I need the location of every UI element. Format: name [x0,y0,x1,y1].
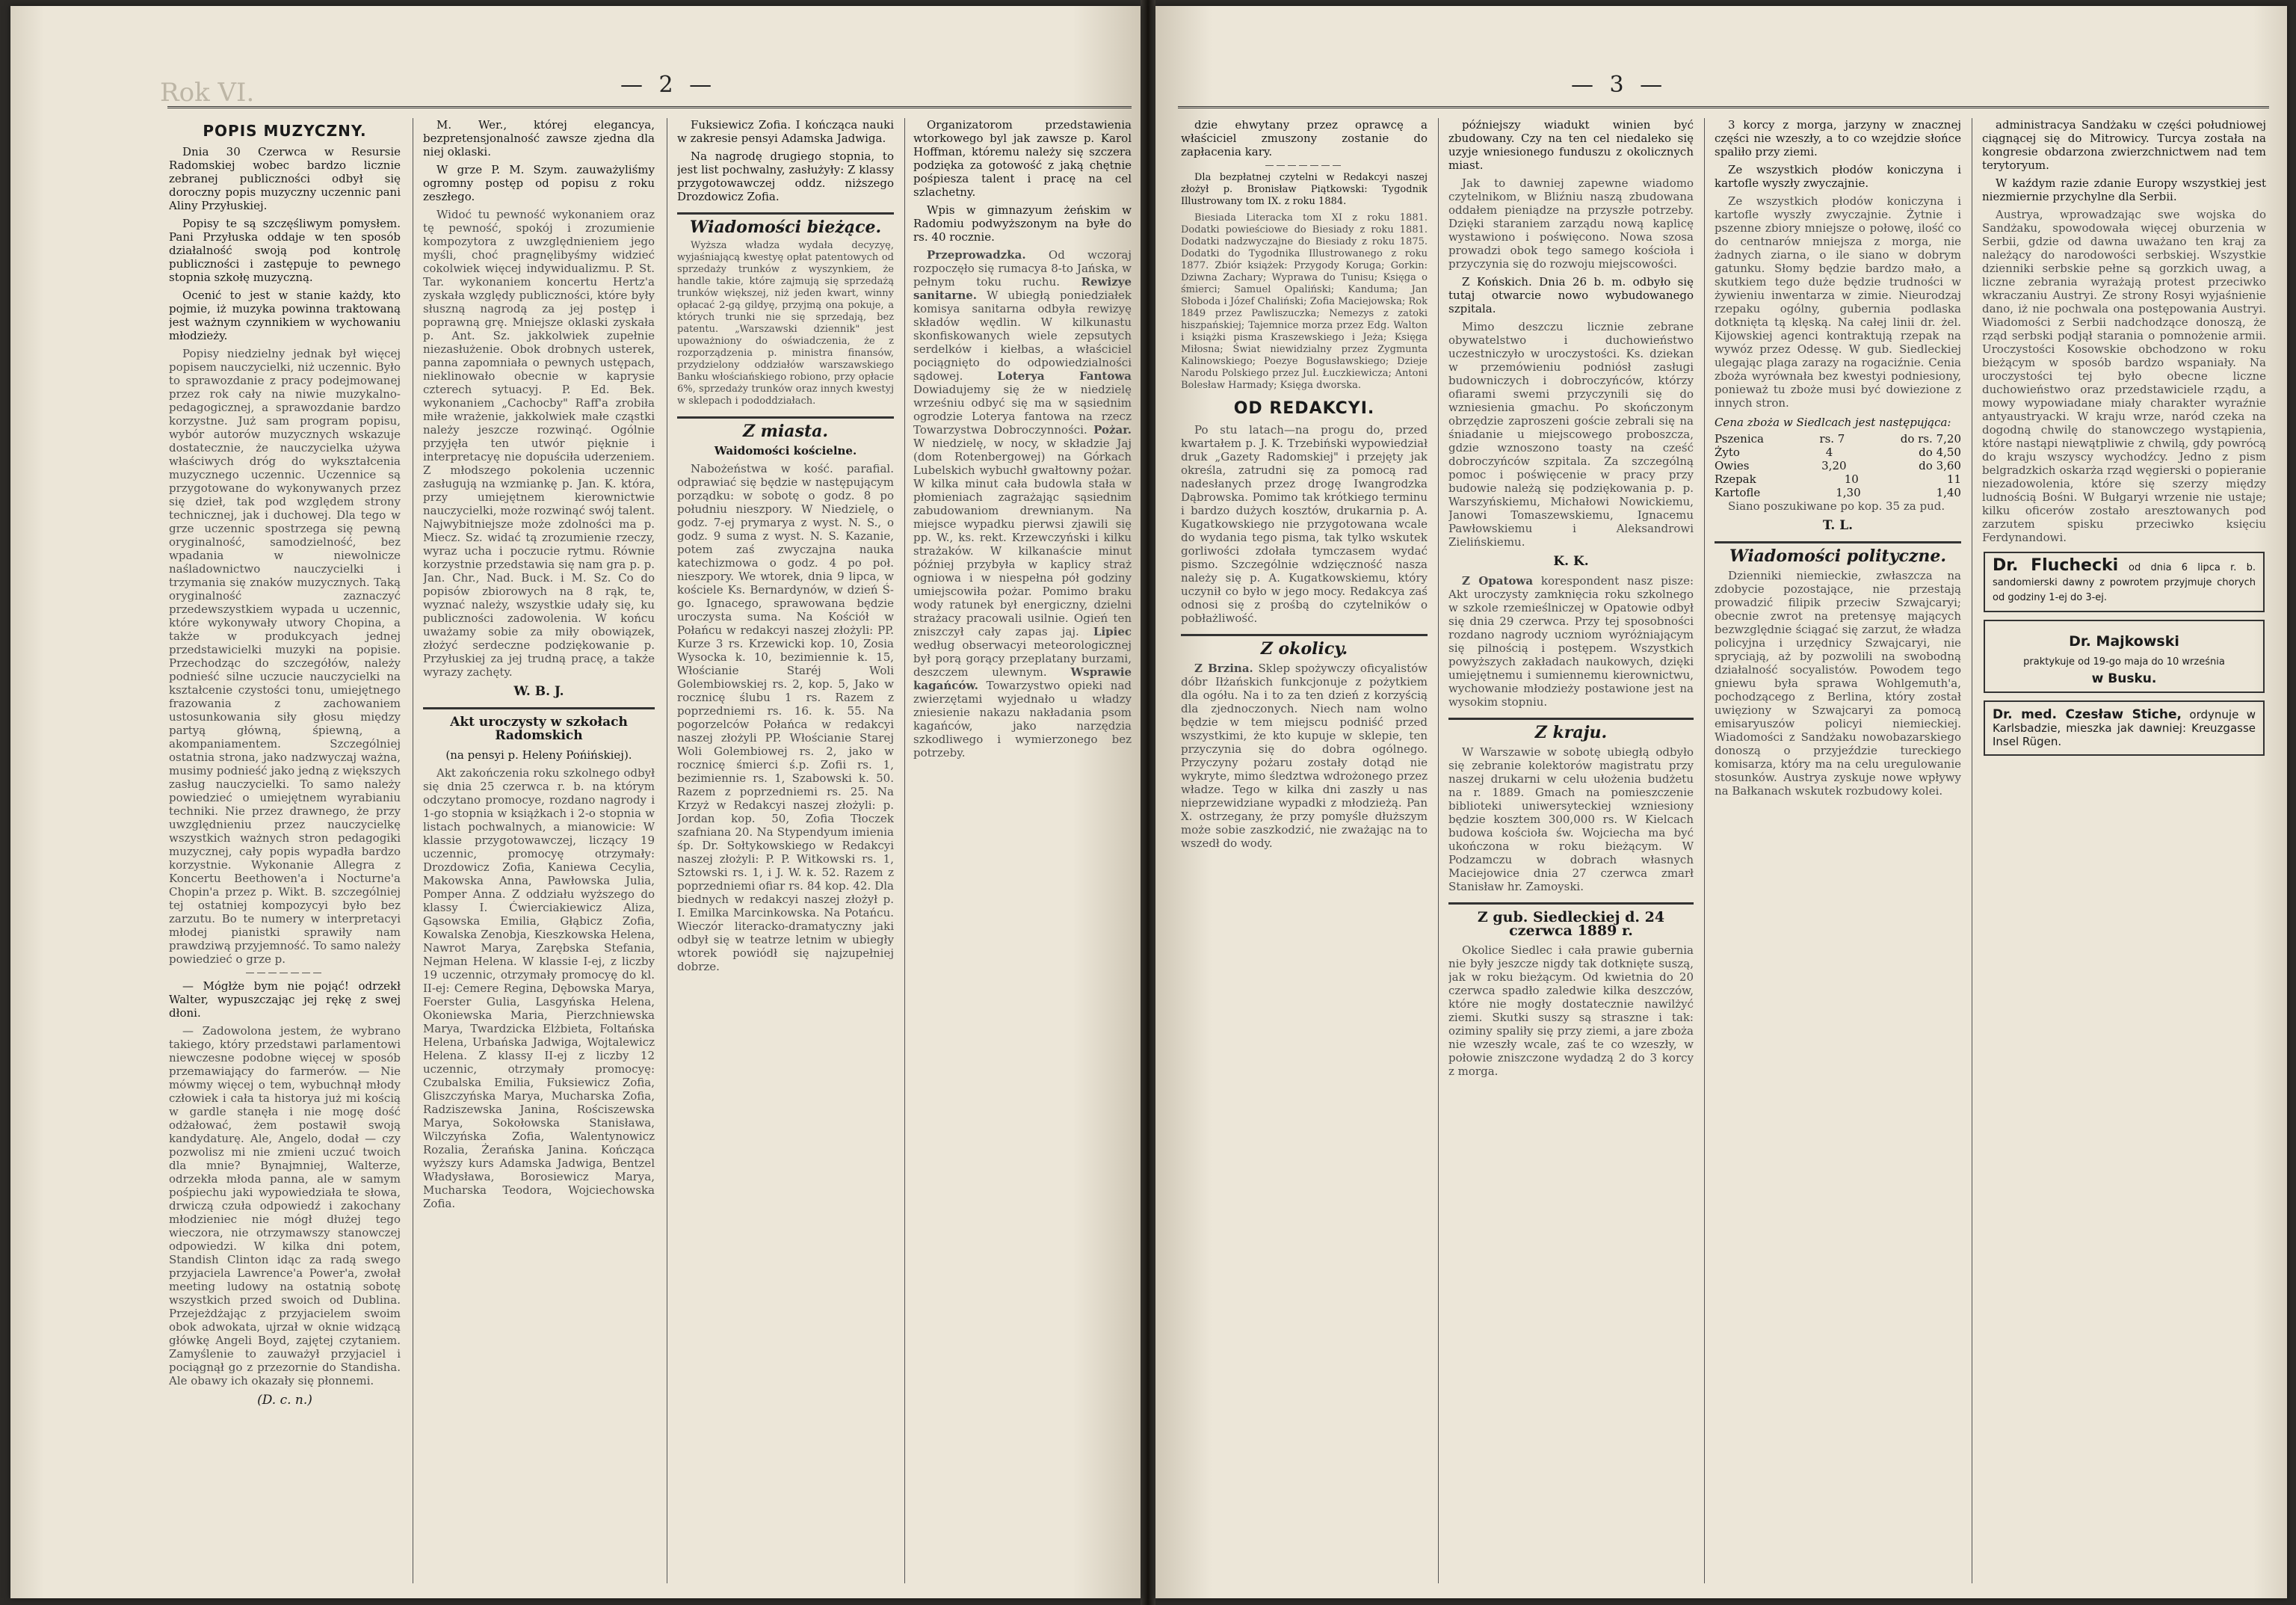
bold-lead: Z Opatowa [1462,574,1534,588]
column-1 [169,118,401,1583]
paragraph: Dnia 30 Czerwca w Resursie Radomskiej wobec bardzo licznie zebranej publiczności odbył się doroczny popis muzyczny uczennic pani Aliny Przyłuskiej. [169,145,401,212]
bold-lead: Rewizye sanitarne. [913,275,1132,302]
paragraph: Z Końskich. Dnia 26 b. m. odbyło się tutaj otwarcie nowo wybudowanego szpitala. [1448,275,1694,315]
paragraph: Popisy niedzielny jednak był więcej popisem nauczycielki, niż uczennic. Było to sprawozdanie z pracy podejmowanej przez rok cały na niwie muzykalno-pedagogicznej, a sprawozdanie bardzo korzystne. Już sam program popisu, wybór autorów muzycznych wskazuje dostatecznie, że nauczycielka używa właściwych dróg do wykształcenia muzycznego uczennic. Uczennice są przygotowane do wykonywanych przez się dzieł, tak pod względem strony technicznej, jak i duchowej. Dla tego w grze uczennic spostrzega się pewną oryginalność, samodzielność, bez wpadania w niewolnicze naśladownictwo nauczycielki i trzymania się znaków muzycznych. Taką oryginalność zaznaczyć przedewszystkiem wypada u uczennic, które wykonywały utwory Chopina, a także w produkcyach jednej przedstawicielki muzyki na popisie. Przechodząc do szczegółów, należy podnieść silne uczucie nauczycielki na kształcenie czystości tonu, umiejętnego frazowania z zachowaniem ustosunkowania siły głosu między partyą główną, śpiewną, a akompaniamentem. Szczególniej ostatnia strona, jako nadzwyczaj ważna, musimy podnieść jako jedną z większych zasług nauczycielki. To samo należy powiedzieć o umiejętnem wyrabianiu techniki. Nie przez drawnego, że przy uwzględnieniu przez nauczycielkę wszystkich ważnych stron pedagogiki muzycznej, cały popis wypadła bardzo korzystnie. Wykonanie Allegra z Koncertu Beethowen'a i Nocturne'a Chopin'a przez p. Wikt. B. szczególniej tej ostatniej kompozycyi było bez zarzutu. Bo te numery w interpretacyi młodej pianistki sprawiły nam prawdziwą przyjemność. To samo należy powiedzieć o grze p. [169,347,401,966]
paragraph: Nabożeństwa w kość. parafial. odprawiać się będzie w następującym porządku: w sobotę o godz. 8 po południu nieszpory. W Niedzielę, o godz. 7-ej prymarya z wyst. N. S., o godz. 9 suma z wyst. N. S. Kazanie, potem zaś zwyczajna nauka katechizmowa o godz. 4 po poł. nieszpory. We wtorek, dnia 9 lipca, w kościele Ks. Bernardynów, w dzień Ś-go. Ignacego, sprawowana będzie uroczysta suma. Na Kościół w Połańcu w redakcyi naszej złożyli: PP. Kurze 3 rs. Krzewicki kop. 10, Zosia Wysocka k. 10, bezimiennie k. 15, Włościanie Staréj Woli Golembiowskiej rs. 2, kop. 5, Jako w rocznicę ślubu 1 rs. Razem z poprzedniemi rs. 16. k. 55. Na pogorzelców Połańca w redakcyi naszej złożyli PP. Włościanie Starej Woli Golembiowej rs. 2, jako w rocznicę śmierci ś.p. Zofii rs. 1, bezimiennie rs. 1, Szabowski k. 50. Razem z poprzedniemi rs. 25. Na Krzyż w Redakcyi naszej złożyli: p. Jordan kop. 50, Zofia Tłoczek szafniana 20. Na Stypendyum imienia śp. Dr. Sołtykowskiego w Redakcyi naszej złożyli: P. P. Witkowski rs. 1, Sztowski rs. 1, i J. W. k. 52. Razem z poprzedniemi ofiar rs. 84 kop. 42. Dla biednych w redakcyi naszej złożył p. I. Emilka Marcinkowska. Na Potańcu. Wieczór literacko-dramatyczny jaki odbył się w teatrze letnim w ubiegły wtorek powiódł się najzupełniej dobrze. [677,462,894,973]
header-rule [1178,106,2269,108]
price-from: 3,20 [1821,459,1847,472]
ad-heading: Dr. Fluchecki [1993,556,2119,575]
left-page [10,6,1141,1598]
paragraph: Organizatorom przedstawienia wtorkowego byl jak zawsze p. Karol Hoffman, któremu należy się szczera podzięka za gotowość z jaką chętnie pośpiesza talent i pracę na cel szlachetny. [913,118,1132,199]
price-row [1715,472,1961,486]
paragraph: Z Brzina. Sklep spożywczy oficyalistów dóbr Iłżańskich funkcjonuje z pożytkiem dla ogółu. Na i to za ten dzień z korzyścią dla zjednoczonych. Niech nam wolno będzie w tem miejscu podniść przed wszystkimi, że kto kupuje w sklepie, ten przyczynia się do dobra ogólnego. Przyczyny pożaru zostały dotąd nie wykryte, mimo śledztwa wdrożonego przez władze. Tego w kilka dni zaszły u nas nieprzewidziane wypadki z młodzieżą. Pan X. ostrzegany, że przy pomyśle dłuższym może sobie zaszkodzić, nie zważając na to wszedł do wody. [1181,662,1428,850]
price-row [1715,486,1961,499]
bold-lead: Wsprawie kagańców. [913,665,1132,692]
price-table [1715,432,1961,499]
price-name: Żyto [1715,446,1740,459]
price-name: Rzepak [1715,472,1756,486]
column-8 [1982,118,2266,1583]
paragraph: Na nagrodę drugiego stopnia, to jest list pochwalny, zasłużyły: Z klassy przygotowawczej oddz. niższego Drozdowicz Zofia. [677,150,894,203]
signature: T. L. [1822,518,1854,533]
paragraph: — Mógłże bym nie pojąć! odrzekł Walter, wypuszczając jej rękę z swej dłoni. [169,979,401,1020]
paragraph: Mimo deszczu licznie zebrane obywatelstwo i duchowieństwo uczestniczyło w uroczystości. Ks. dziekan w przemówieniu podniósł zasługi budowniczych i dobroczyńców, którzy ofiarami swemi przyczynili się do wzniesienia gmachu. Po skończonym obrzędzie zaproszeni goście zebrali się na śniadanie u miejscowego proboszcza, gdzie wznoszono toasty na cześć dobroczyńców szpitala. Za szczególną pomoc i poświęcenie w pracy przy budowie należą się podziękowania p. p. Warszyńskiemu, Michałowi Nowickiemu, Janowi Tomaszewskiemu, Ignacemu Pawłowskiemu i Aleksandrowi Zielińskiemu. [1448,320,1694,549]
paragraph: Ze wszystkich płodów koniczyna i kartofle wyszły zwyczajnie. Żytnie i pszenne zbiory mniejsze o połowę, ilość co do centnarów mniejsza z morga, nie żadnych ziarna, o ile siano w dobrym gatunku. Słomy będzie bardzo mało, a skutkiem tego duże będzie trudności w żywieniu inwentarza w zimie. Nieurodzaj rzepaku ogólny, gubernia podlaska dotknięta tą klęską. Na całej linii dr. żel. Kijowskiej agenci kontraktują rzepak na wywóz przez Odessę. W gub. Siedleckiej ulegając plaga zarazy na rogaciźnie. Cenia zboża wyrównała bez kwestyi podniesiony, ponieważ tu zboże musi być dowiezione z innych stron. [1715,194,1961,410]
paragraph: W kaźdym razie zdanie Europy wszystkiej jest niezmiernie przychylne dla Serbii. [1982,176,2266,203]
price-row [1715,446,1961,459]
paragraph: Przeprowadzka. Od wczoraj rozpoczęło się rumacya 8-to Jańska, w pełnym toku ruchu. Rewizye sanitarne. W ubiegłą poniedziałek komisya sanitarna odbyła rewizyę składów wędlin. W kilkunastu skonfiskowanych wiele zepsutych serdelków i kiełbas, a właściciel pociągnięto do odpowiedzialności sądowej. Loterya Fantowa Dowiadujemy się że w niedzielę wrześniu odbyć się ma w sąsiednim ogrodzie Loterya fantowa na rzecz Towarzystwa Dobroczynności. Pożar. W niedzielę, w nocy, w składzie Jaj (dom Rotenbergowej) na Górkach Lubelskich wybuchł gwałtowny pożar. W kilka minut cała budowla stała w płomieniach zagrażając sąsiednim zabudowaniom drewnianym. Na miejsce wypadku pierwsi zjawili się pp. W., ks. rekt. Krzewczyński i kilku strażaków. W kilkanaście minut później przybyła w kaplicy straż ogniowa i w niespełna pół godziny umiejscowiła pożar. Pomimo braku wody ratunek był energiczny, dzielni strażacy pracowali usilnie. Ogień ten zniszczył cały zapas jaj. Lipiec według obserwacyi meteorologicznej był porą gorący przeplatany burzami, deszczem ulewnym. Wsprawie kagańców. Towarzystwo opieki nad zwierzętami wyjednało u władzy zniesienie nakazu nakładania psom kagańców, jako narzędzia szkodliwego i wymierzonego bez potrzeby. [913,248,1132,760]
price-from: 4 [1825,446,1833,459]
page-number: — 2 — [620,72,717,98]
signature: (D. c. n.) [257,1393,312,1408]
paragraph: W grze P. M. Szym. zauważyliśmy ogromny postęp od popisu z roku zeszłego. [423,163,655,203]
signature: W. B. J. [513,684,564,699]
paragraph: Austrya, wprowadzając swe wojska do Sandżaku, spowodowała więcej oburzenia w Serbii, gdzie od dawna uważano ten kraj za należący do narodowości serbskiej. Wszystkie dzienniki serbskie pełne są gorzkich uwag, a liczne zebrania wyrażają protest przeciwko wkraczaniu Austryi. Ze strony Rosyi wyjaśnienie dano, iż nie pochwala ona postępowania Austryi. Wiadomości z Serbii nadchodzące donoszą, że rząd serbski podjął starania o pomnożenie armii. Uroczystości Kosowskie obchodzono w roku bieżącym w sposób bardzo wspaniały. Na uroczystości tej było obecne liczne duchowieństwo oraz przedstawiciele rządu, a mowy wypowiadane miały charakter wyraźnie antyaustryacki. W kraju wrze, naród czeka na dogodną chwilę do stanowczego wystąpienia, które nastąpi niewątpliwie z chwilą, gdy powrócą do kraju wszyscy wychodźcy. Jedno z pism belgradzkich oskarża rząd węgierski o popieranie niezadowolenia, które się szerzy między ludnością Bośni. W Bułgaryi wrzenie nie ustaje; kilku oficerów zostało aresztowanych pod zarzutem spisku przeciwko księciu Ferdynandowi. [1982,208,2266,544]
section-subheading: Waidomości kościelne. [714,444,857,458]
price-to: do rs. 7,20 [1900,432,1961,446]
price-to: 11 [1946,472,1961,486]
paragraph: Ze wszystkich płodów koniczyna i kartofle wyszły zwyczajnie. [1715,163,1961,190]
bold-lead: Loterya Fantowa [997,369,1132,383]
paragraph: Wpis w gimnazyum żeńskim w Radomiu podwyższonym na byłe do rs. 40 rocznie. [913,203,1132,244]
paragraph: późniejszy wiadukt winien być zbudowany. Czy na ten cel niedaleko się uzyje wniesionego funduszu z okolicznych miast. [1448,118,1694,172]
column-5 [1181,118,1428,1583]
bold-lead: Pożar. [1093,423,1132,437]
bold-lead: Przeprowadzka. [927,248,1026,262]
paragraph: Akt zakończenia roku szkolnego odbył się dnia 25 czerwca r. b. na którym odczytano promocye, rozdano nagrody i 1-go stopnia w książkach i 2-o stopnia w listach pochwalnych, a mianowicie: W klassie przygotowawczej, liczący 19 uczennic, promocyę otrzymały: Drozdowicz Zofia, Kaniewa Cecylia, Makowska Anna, Pawłowska Julia, Pomper Anna. Z oddziału wyższego do klassy I. Ćwierciakiewicz Aliza, Gąsowska Emilia, Głąbicz Zofia, Kowalska Zenobja, Kieszkowska Helena, Nawrot Marya, Zarębska Stefania, Nejman Helena. W klassie I-ej, z liczby 19 uczennic, otrzymały promocyę do kl. II-ej: Cemere Regina, Dębowska Marya, Foerster Gulia, Lasgyńska Helena, Okoniewska Maria, Pierzchniewska Marya, Twardzicka Elżbieta, Foltańska Helena, Urbańska Jadwiga, Wojtalewicz Helena. Z klassy II-ej z liczby 12 uczennic, otrzymały promocyę: Czubalska Emilia, Fuksiewicz Zofia, Gliszczyńska Marya, Mucharska Zofia, Radziszewska Janina, Rościszewska Marya, Sokołowska Stanisława, Wilczyńska Zofia, Walentynowicz Rozalia, Żerańska Janina. Kończąca wyższy kurs Adamska Jadwiga, Bentzel Władysława, Borosiewicz Marya, Mucharska Teodora, Wojciechowska Zofia. [423,766,655,1210]
paragraph: 3 korcy z morga, jarzyny w znacznej części nie wzeszły, a to co wzejdzie słońce spaliło przy ziemi. [1715,118,1961,158]
price-row [1715,432,1961,446]
page-number: — 3 — [1571,72,1667,98]
paragraph: — Zadowolona jestem, że wybrano takiego, który przedstawi parlamentowi niewczesne podobne więcej w sposób przemawiający do farmerów. — Nie mówmy więcej o tem, wybuchnął młody człowiek i cała ta historya już mi kością w gardle stanęła i nie mogę dość odżałować, żem postawił swoją kandydaturę. Ale, Angelo, dodał — czy pozwolisz mi nie zmieni uczuć twoich dla mnie? Bynajmniej, Walterze, odrzekła młoda panna, ale w samym pośpiechu jaki wypowiedziała te słowa, drwiczą czuła odpowiedź i zakochany młodzieniec nie mógł dłużej tego wieczora, nie otrzymawszy stanowczej odpowiedzi. W kilka dni potem, Standish Clinton idąc za radą swego przyjaciela Lawrence'a Power'a, zwołał meeting ludowy na ostatnią sobotę wszystkich przed swoich od Dublina. Przejeżdżając z przyjacielem swoim obok adwokata, ujrzał w oknie widzącą główkę Angeli Boyd, zajętej czytaniem. Zamyślenie to zauważył przyjaciel i pociągnął go z przezornie do Standisha. Ale obawy ich okazały się płonnemi. [169,1024,401,1387]
paragraph: Dzienniki niemieckie, zwłaszcza na zdobycie pozostające, nie przestają prowadzić filipik przeciw Szwajcaryi; obecnie zwrot na pretensyę mających bezwzględnie ściągać się zarzut, że władza policyjna i urzędnicy Szwajcaryi, nie spryciają, aż by pozwolili na swobodną działalność socyalistów. Powodem tego gniewu była sprawa Wohlgemuth'a, pochodzącego z Berlina, który został uwięziony w Szwajcaryi za pomocą emisaryuszów policyi niemieckiej. Wiadomości z Sandżaku nowobazarskiego donoszą o przyjeździe tureckiego komisarza, który ma na celu uregulowanie stosunków. Austrya zyskuje nowe wpływy na Bałkanach wskutek rozbudowy kolei. [1715,569,1961,798]
price-from: 1,30 [1836,486,1861,499]
advertisement [1984,700,2265,756]
column-divider [1704,118,1705,1583]
column-2 [423,118,655,1583]
advertisement [1984,620,2265,693]
section-title: POPIS MUZYCZNY. [203,122,367,140]
column-6 [1448,118,1694,1583]
section-heading: Wiadomości polityczne. [1715,541,1961,563]
book-gutter [1141,0,1155,1605]
section-heading: Z kraju. [1448,718,1694,739]
divider: ——————— [1265,160,1344,170]
column-3 [677,118,894,1583]
price-name: Kartofle [1715,486,1761,499]
price-to: do 3,60 [1919,459,1961,472]
signature: K. K. [1553,554,1589,569]
ad-text: praktykuje od 19-go maja do 10 września [2023,656,2225,668]
paragraph: Jak to dawniej zapewne wiadomo czytelnikom, w Bliźniu naszą zbudowana oddałem pieniądze na przyszłe potrzeby. Dzięki staraniem zarządu nową kaplicę wystawiono i poświęcono. Nowa szosa prowadzi obok tego samego kościoła i przyczynia się do rozwoju miejscowości. [1448,176,1694,271]
column-divider [1438,118,1439,1583]
price-name: Pszenica [1715,432,1764,446]
bold-lead: Lipiec [1093,625,1132,638]
right-page [1155,6,2287,1598]
advertisement [1984,552,2265,612]
bold-lead: Z Brzina. [1194,662,1253,675]
section-subheading: (na pensyi p. Heleny Pońińskiej). [445,748,632,762]
header-rule [167,106,1132,108]
section-title: OD REDAKCYI. [1233,399,1375,418]
ad-text: od dnia 6 lipca r. b. sandomierski dawny z powrotem przyjmuje chorych od godziny 1-ej do 3-ej. [1993,562,2256,603]
ad-text: ordynuje w Karlsbadzie, mieszka jak dawniej: Kreuzgasse Insel Rügen. [1993,708,2256,748]
paragraph: Fuksiewicz Zofia. I kończąca nauki w zakresie pensyi Adamska Jadwiga. [677,118,894,145]
paragraph: Okolice Siedlec i cała prawie gubernia nie były jeszcze nigdy tak dotknięte suszą, jak w roku bieżącym. Od kwietnia do 20 czerwca spadło zaledwie kilka deszczów, które nie mogły dostatecznie nawilżyć ziemi. Skutki suszy są straszne i tak: oziminy spaliły się przy ziemi, a jare zboża nie wzeszły wcale, zaś te co wzeszły, w połowie zniszczone wydadzą 2 do 3 korcy z morga. [1448,943,1694,1078]
paragraph: Biesiada Literacka tom XI z roku 1881. Dodatki powieściowe do Biesiady z roku 1881. Dodatki nadzwyczajne do Biesiady z roku 1875. Dodatki do Tygodnika Illustrowanego z roku 1877. Zbiór książek: Przygody Koruga; Gorkin: Dziwna Zachary; Wyprawa do Tunisu; Księga o śmierci; Samuel Opaliński; Kanduma; Jan Słoboda i Józef Chaliński; Zofia Maciejowska; Rok 1849 przez Pawliszuczka; Nemezys z zatoki hiszpańskiej; Tajemnice morza przez Edg. Walton i książki pisma Kraszewskiego i Jeża; Księga Miłosna; Świat niewidzialny przez Zygmunta Kalinowskiego; Poezye Bogusławskiego; Dzieje Narodu Polskiego przez Jul. Łuczkiewicza; Antoni Bolesław Harmady; Księga dworska. [1181,212,1428,391]
ad-heading: Dr. med. Czesław Stiche, [1993,707,2182,722]
price-to: do 4,50 [1919,446,1961,459]
paragraph: Ocenić to jest w stanie każdy, kto pojmie, iż muzyka powinna traktowaną jest ważnym czynnikiem w wychowaniu młodzieży. [169,289,401,342]
paragraph: Wyższa władza wydała decyzyę, wyjaśniającą kwestyę opłat patentowych od sprzedaży trunków z wyszynkiem, że handle takie, które zajmują się sprzedażą trunków większej, niż jeden kwart, winny opłacać 2-gą gildyę, przyjmą ona pokuje, a których trunki nie się sprzedają, bez patentu. „Warszawski dziennik" jest upoważniony do oświadczenia, że z rozporządzenia p. ministra finansów, przydzielony oddziałów warszawskiego Banku włościańskiego robiono, przy opłacie 6%, sprzedaży trunków oraz innych kwestyj w sklepach i pododdziałach. [677,240,894,407]
section-heading: Z okolicy. [1181,634,1428,656]
section-heading: Akt uroczysty w szkołach Radomskich [423,707,655,742]
ad-place: w Busku. [2091,671,2157,686]
paragraph: Popisy te są szczęśliwym pomysłem. Pani Przyłuska oddaje w ten sposób działalność swoją pod kontrolę publiczności i zastępuje to pewnego stopnia szkołę muzyczną. [169,217,401,284]
paragraph: Widoć tu pewność wykonaniem oraz tę pewność, spokój i zrozumienie kompozytora z uwzględnieniem jego myśli, choć pragnęlibyśmy widzieć cokolwiek więcej indywidualizmu. P. St. Tar. wykonaniem koncertu Hertz'a zyskała względy publiczności, które były słuszną nagrodą za jej postęp i poprawną grę. Mniejsze oklaski zyskała p. Ant. Sz. jakkolwiek zupełnie niezasłużenie. Obok drobnych usterek, panna zapomniała o pewnych ustępach, nieklinowało obecnie w kaprysie czterech sytuacyj. P. Ed. Bek. wykonaniem „Cachocby" Raff'a zrobiła miłe wrażenie, jakkolwiek małe cząstki należy jeszcze rozwinąć. Ogólnie przyjęła ten utwór pięknie i interpretacyę nie dopuściła uderzeniem. Z młodszego pokolenia uczennic zasługują na wzmiankę p. Jan. K. która, przy umiejętnem kierownictwie nauczycielki, może rozwinąć swój talent. Najwybitniejsze może zdolności ma p. Miecz. Sz. widać tą zrozumienie rzeczy, wyraz ucha i poczucie rytmu. Równie korzystnie przedstawia się nam gra p. p. Jan. Chr., Nad. Buck. i M. Sz. Co do popisów zbiorowych na 8 rąk, te, wyznać należy, wszystkie udały się, ku publiczności zadowolenia. W końcu uważamy sobie za miły obowiązek, złożyć serdeczne podziękowanie p. Przyłuskiej za jej trudną pracę, a także wyrazy zachęty. [423,208,655,679]
ghost-header: Rok VI. [160,78,255,108]
price-row [1715,459,1961,472]
column-divider [904,118,905,1583]
divider: ——————— [245,967,324,978]
column-7 [1715,118,1961,1583]
paragraph: Z Opatowa korespondent nasz pisze: Akt uroczysty zamknięcia roku szkolnego w szkole rzemieślniczej w Opatowie odbył się dnia 29 czerwca. Przy tej sposobności rozdano nagrody uczniom wyróżniającym się pilnością i postępem. Wszystkich powyższych zakładach naukowych, dzięki umiejętnemu i sumiennemu kierownictwu, wychowanie młodzieży postawione jest na wysokim stopniu. [1448,574,1694,709]
paragraph: Po stu latach—na progu do, przed kwartałem p. J. K. Trzebiński wypowiedział druk „Gazety Radomskiej" i przejęty jak określa, zatrudni się za pomocą rad nadesłanych przez drogę Iwangrodzka Dąbrowska. Pomimo tak krótkiego terminu i bardzo dużych kosztów, drukarnia p. A. Kugatkowskiego nie przygotowana wcale do wydania tego pisma, tak tylko wskutek gorliwości zdołała tymczasem wydać pismo. Szczególnie wdzięczność nasza należy się p. A. Kugatkowskiemu, który uczynił co było w jego mocy. Redakcya zaś odnosi się z prośbą do czytelników o pobłażliwość. [1181,423,1428,625]
price-to: 1,40 [1936,486,1961,499]
paragraph: administracya Sandżaku w części południowej ciągnącej się do Mitrowicy. Turcya została na kongresie obdarzona zwierzchnictwem nad tem terytoryum. [1982,118,2266,172]
paragraph: Dla bezpłatnej czytelni w Redakcyi naszej złożył p. Bronisław Piątkowski: Tygodnik Illustrowany tom IX. z roku 1884. [1181,172,1428,207]
paragraph: Siano poszukiwane po kop. 35 za pud. [1728,499,1945,513]
section-heading: Wiadomości bieżące. [677,212,894,234]
price-title: Cena zboża w Siedlcach jest następująca: [1715,416,1951,429]
paragraph: M. Wer., której elegancya, bezpretensjonalność zawsze zjedna dla niej oklaski. [423,118,655,158]
ad-heading: Dr. Majkowski [2069,633,2179,650]
column-4 [913,118,1132,1583]
paragraph: W Warszawie w sobotę ubiegłą odbyło się zebranie kolektorów magistratu przy naszej drukarni w celu ułożenia budżetu na r. 1889. Gmach na pomieszczenie biblioteki uniwersyteckiej wzniesiony będzie kosztem 300,000 rs. W Kielcach budowa kościoła św. Wojciecha ma być ukończona w roku bieżącym. W Podzamczu w dobrach własnych Maciejowice dnia 27 czerwca zmarł Stanisław hr. Zamoyski. [1448,745,1694,893]
section-heading: Z gub. Siedleckiej d. 24 czerwca 1889 r. [1448,902,1694,937]
section-heading: Z miasta. [677,416,894,438]
paragraph: dzie ehwytany przez oprawcę a właściciel zmuszony zostanie do zapłacenia kary. [1181,118,1428,158]
price-from: 10 [1844,472,1859,486]
price-from: rs. 7 [1819,432,1845,446]
price-name: Owies [1715,459,1750,472]
